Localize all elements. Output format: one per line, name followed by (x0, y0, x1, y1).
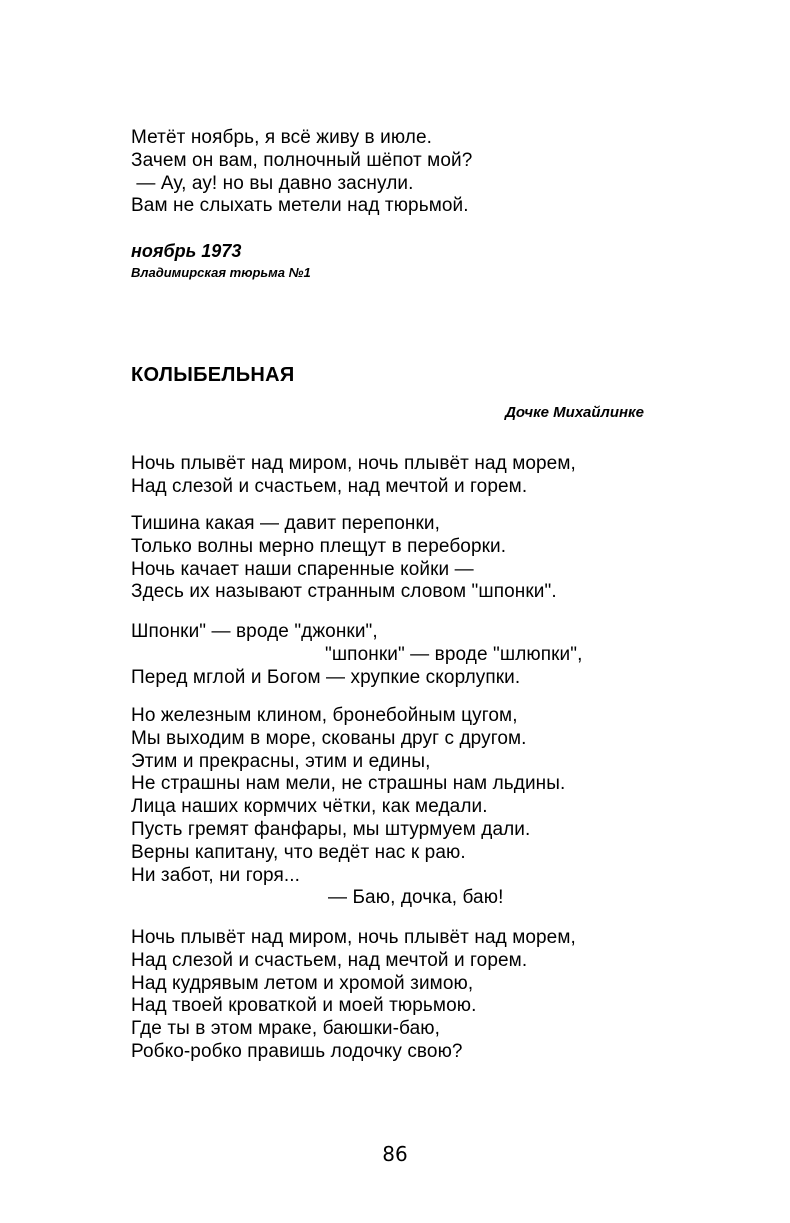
stanza-3 (131, 621, 582, 689)
previous-poem-final-stanza (131, 127, 472, 218)
verse-line: Метёт ноябрь, я всё живу в июле. (131, 127, 433, 148)
verse-line-indented: — Баю, дочка, баю! (328, 887, 504, 909)
verse-line: Ни забот, ни горя... (131, 864, 301, 886)
verse-line: Не страшны нам мели, не страшны нам льдины. (131, 773, 566, 795)
verse-line: Ночь плывёт над миром, ночь плывёт над морем, (131, 453, 576, 474)
verse-line: Ночь плывёт над миром, ночь плывёт над морем, (131, 927, 576, 948)
stanza-1 (131, 453, 576, 499)
poem-title-block (131, 364, 295, 387)
verse-line: Мы выходим в море, скованы друг с другом. (131, 727, 527, 749)
verse-line: Верны капитану, что ведёт нас к раю. (131, 841, 466, 863)
verse-line: Но железным клином, бронебойным цугом, (131, 705, 518, 726)
verse-line: Шпонки" — вроде "джонки", (131, 621, 378, 642)
stanza-4 (131, 705, 565, 910)
verse-line: Над кудрявым летом и хромой зимою, (131, 972, 474, 994)
verse-line: — Ау, ау! но вы давно заснули. (131, 172, 414, 194)
verse-line: Над слезой и счастьем, над мечтой и горем. (131, 949, 528, 971)
verse-line: Вам не слыхать метели над тюрьмой. (131, 195, 469, 217)
verse-line: Только волны мерно плещут в переборки. (131, 535, 507, 557)
verse-line-indented: "шпонки" — вроде "шлюпки", (325, 643, 583, 665)
verse-line: Над слезой и счастьем, над мечтой и горем. (131, 475, 528, 497)
verse-line: Пусть гремят фанфары, мы штурмуем дали. (131, 818, 531, 840)
poem-place: Владимирская тюрьма №1 (131, 265, 311, 280)
verse-line: Тишина какая — давит перепонки, (131, 513, 441, 534)
verse-line: Этим и прекрасны, этим и едины, (131, 750, 431, 772)
verse-line: Здесь их называют странным словом "шпонки". (131, 581, 557, 603)
verse-line: Робко-робко правишь лодочку свою? (131, 1040, 463, 1062)
stanza-2 (131, 513, 557, 604)
poem-signature (131, 241, 311, 280)
poem-dedication: Дочке Михайлинке (505, 404, 644, 421)
verse-line: Перед мглой и Богом — хрупкие скорлупки. (131, 666, 521, 688)
stanza-5 (131, 927, 576, 1064)
verse-line: Лица наших кормчих чётки, как медали. (131, 796, 488, 818)
verse-line: Ночь качает наши спаренные койки — (131, 558, 474, 580)
poem-date: ноябрь 1973 (131, 241, 242, 261)
verse-line: Где ты в этом мраке, баюшки-баю, (131, 1018, 440, 1040)
verse-line: Над твоей кроваткой и моей тюрьмою. (131, 995, 477, 1017)
page-number: 86 (382, 1142, 408, 1166)
poem-title: КОЛЫБЕЛЬНАЯ (131, 364, 295, 386)
verse-line: Зачем он вам, полночный шёпот мой? (131, 149, 473, 171)
